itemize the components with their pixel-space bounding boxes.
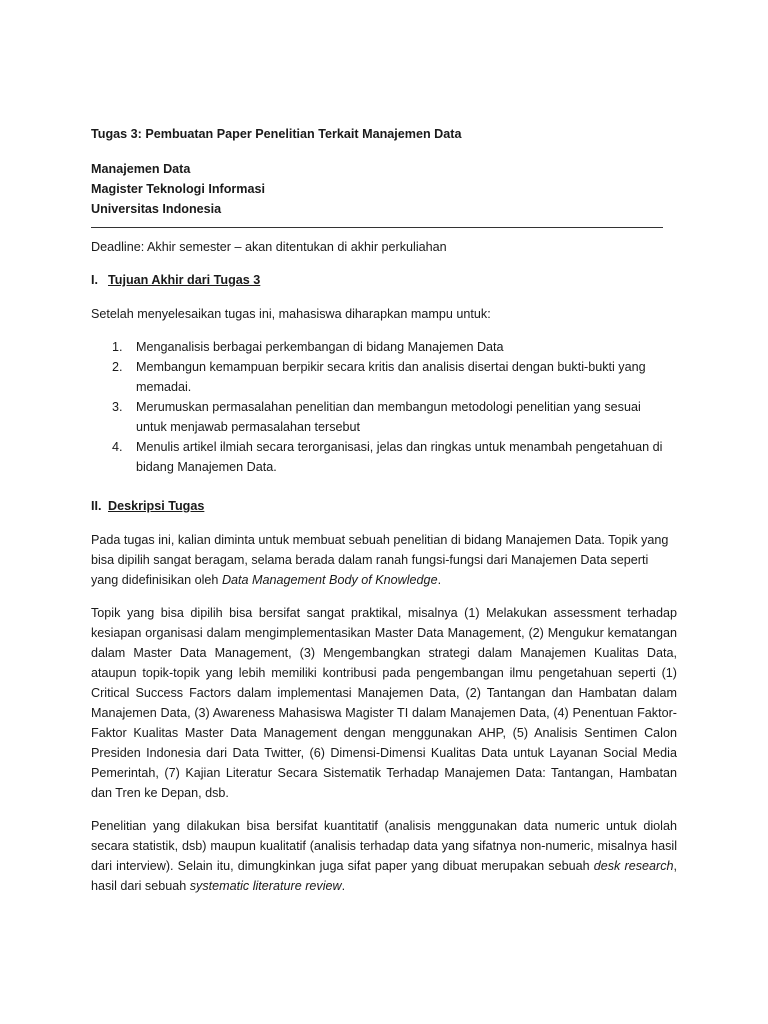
italic-term: desk research bbox=[593, 859, 674, 873]
paragraph-text: Pada tugas ini, kalian diminta untuk membuat sebuah penelitian di bidang Manajemen Data. Topik yang bisa dipilih sangat beragam, selama berada dalam ranah fungsi-fungsi dari Manajemen Data seperti yang didefinisikan oleh bbox=[91, 533, 669, 587]
section-2-paragraph-2: Topik yang bisa dipilih bisa bersifat sangat praktikal, misalnya (1) Melakukan assessment terhadap kesiapan organisasi dalam mengimplementasikan Master Data Management, (2) Mengukur kematangan dalam Master Data Management, (3) Mengembangkan strategi dalam Manajemen Kualitas Data, ataupun topik-topik yang lebih memiliki kontribusi pada pengembangan ilmu pengetahuan seperti (1) Critical Success Factors dalam implementasi Manajemen Data, (2) Tantangan dan Hambatan dalam Manajemen Data, (3) Awareness Mahasiswa Magister TI dalam Manajemen Data, (4) Penentuan Faktor-Faktor Kualitas Master Data Management dengan menggunakan AHP, (5) Analisis Sentimen Calon Presiden Indonesia dari Data Twitter, (6) Dimensi-Dimensi Kualitas Data untuk Layanan Social Media Pemerintah, (7) Kajian Literatur Secara Sistematik Terhadap Manajemen Data: Tantangan, Hambatan dan Tren ke Depan, dsb. bbox=[91, 606, 677, 800]
list-item-number: 3. bbox=[112, 400, 123, 414]
italic-term: Data Management Body of Knowledge bbox=[221, 573, 438, 587]
list-item-text: Merumuskan permasalahan penelitian dan membangun metodologi penelitian yang sesuai untuk menjawab permasalahan tersebut bbox=[136, 400, 641, 434]
program-name: Magister Teknologi Informasi bbox=[91, 182, 266, 196]
assignment-title: Tugas 3: Pembuatan Paper Penelitian Terkait Manajemen Data bbox=[91, 127, 462, 141]
section-1-number: I. bbox=[91, 273, 98, 287]
list-item-number: 2. bbox=[112, 360, 123, 374]
list-item bbox=[91, 437, 677, 477]
document-body bbox=[91, 124, 677, 909]
section-2-title: Deskripsi Tugas bbox=[108, 499, 205, 513]
section-2-paragraph-1 bbox=[91, 530, 677, 590]
list-item bbox=[91, 397, 677, 437]
paragraph-end: . bbox=[341, 879, 346, 893]
section-2-number: II. bbox=[91, 499, 102, 513]
course-name: Manajemen Data bbox=[91, 162, 191, 176]
list-item-number: 4. bbox=[112, 440, 123, 454]
list-item-text: Menulis artikel ilmiah secara terorganisasi, jelas dan ringkas untuk menambah pengetahuan di bidang Manajemen Data. bbox=[136, 440, 663, 474]
list-item bbox=[91, 337, 677, 357]
deadline-text: Deadline: Akhir semester – akan ditentukan di akhir perkuliahan bbox=[91, 240, 447, 254]
list-item-number: 1. bbox=[112, 340, 123, 354]
paragraph-end: . bbox=[437, 573, 442, 587]
goals-list bbox=[91, 337, 677, 477]
section-2-paragraph-3 bbox=[91, 816, 677, 896]
italic-term: systematic literature review bbox=[189, 879, 342, 893]
list-item bbox=[91, 357, 677, 397]
university-name: Universitas Indonesia bbox=[91, 202, 222, 216]
section-2-heading bbox=[91, 496, 677, 516]
section-1-title: Tujuan Akhir dari Tugas 3 bbox=[108, 273, 261, 287]
list-item-text: Membangun kemampuan berpikir secara kritis dan analisis disertai dengan bukti-bukti yang memadai. bbox=[136, 360, 646, 394]
paragraph-text: , hasil dari sebuah bbox=[91, 859, 677, 893]
list-item-text: Menganalisis berbagai perkembangan di bidang Manajemen Data bbox=[136, 340, 504, 354]
section-1-heading bbox=[91, 270, 677, 290]
horizontal-divider bbox=[91, 227, 663, 228]
section-1-intro: Setelah menyelesaikan tugas ini, mahasiswa diharapkan mampu untuk: bbox=[91, 307, 491, 321]
paragraph-text: Penelitian yang dilakukan bisa bersifat kuantitatif (analisis menggunakan data numeric untuk diolah secara statistik, dsb) maupun kualitatif (analisis terhadap data yang sifatnya non-numeric, misalnya hasil dari interview). Selain itu, dimungkinkan juga sifat paper yang dibuat merupakan sebuah bbox=[91, 819, 677, 873]
